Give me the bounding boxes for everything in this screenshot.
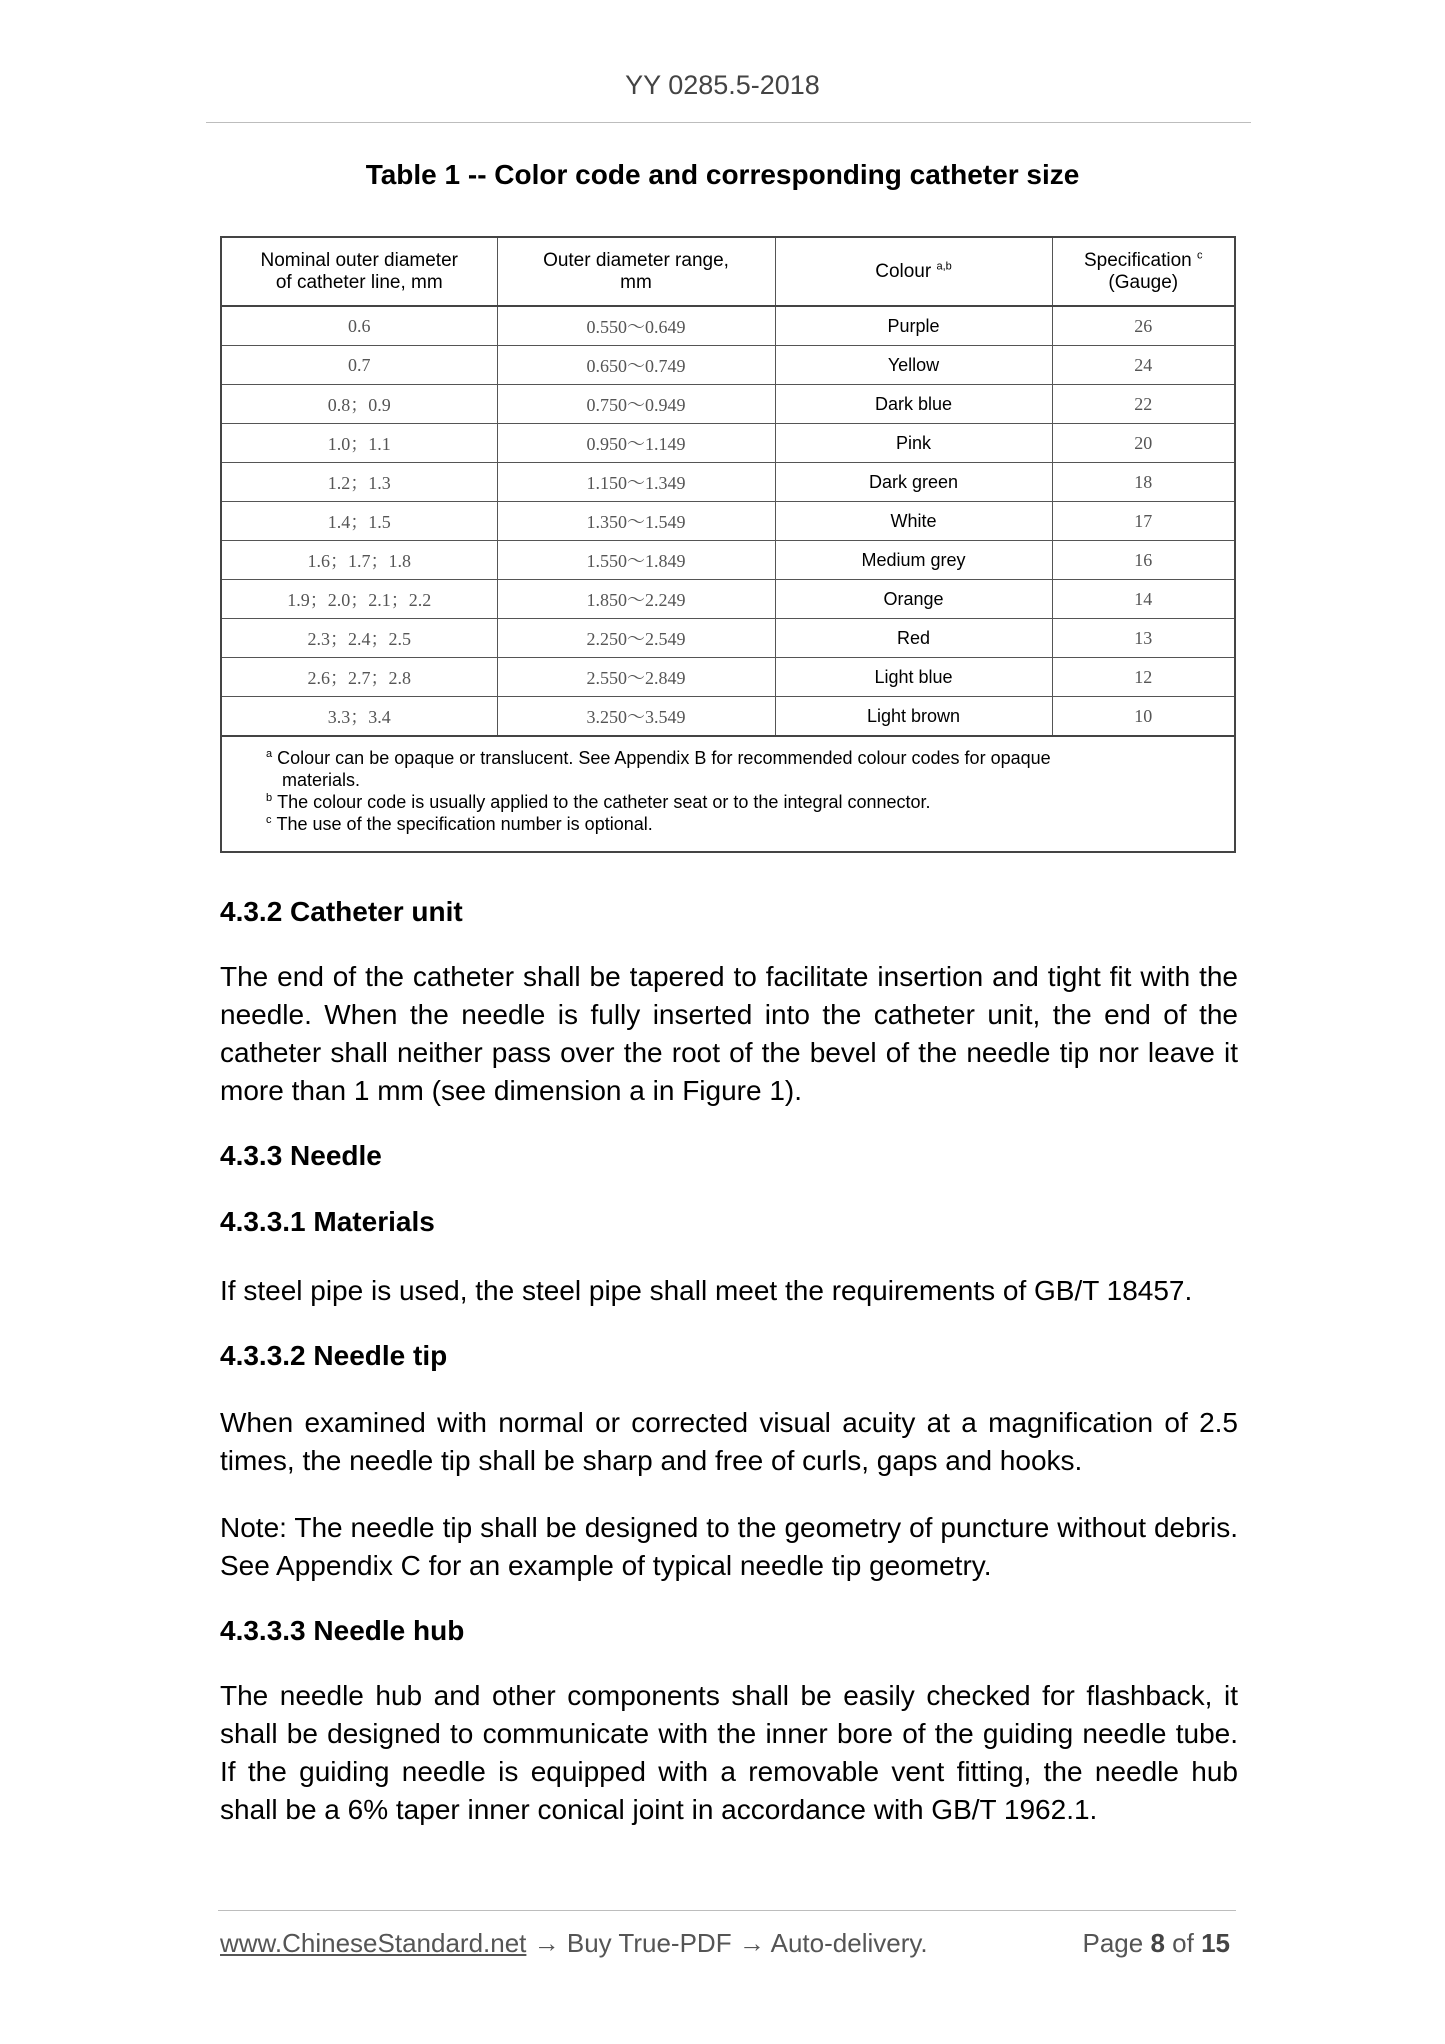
cell-nominal: 2.6；2.7；2.8 <box>221 658 497 697</box>
header-divider <box>206 122 1251 123</box>
table-row <box>221 385 1235 424</box>
cell-range: 0.550～0.649 <box>497 306 775 346</box>
table-row <box>221 580 1235 619</box>
cell-gauge: 12 <box>1052 658 1235 697</box>
current-page-number: 8 <box>1150 1928 1165 1958</box>
auto-delivery-text: Auto-delivery. <box>770 1928 928 1958</box>
page-indicator: Page 8 of 15 <box>1082 1928 1230 1958</box>
cell-colour: Dark green <box>775 463 1052 502</box>
section-heading-4-3-3-3: 4.3.3.3 Needle hub <box>220 1615 465 1646</box>
cell-nominal: 0.8；0.9 <box>221 385 497 424</box>
cell-colour: Pink <box>775 424 1052 463</box>
cell-range: 1.550～1.849 <box>497 541 775 580</box>
table-row <box>221 541 1235 580</box>
footer-divider <box>218 1910 1236 1911</box>
cell-range: 1.850～2.249 <box>497 580 775 619</box>
cell-nominal: 1.4；1.5 <box>221 502 497 541</box>
section-heading-4-3-3-1: 4.3.3.1 Materials <box>220 1206 435 1237</box>
cell-gauge: 18 <box>1052 463 1235 502</box>
cell-nominal: 1.0；1.1 <box>221 424 497 463</box>
section-text-4-3-3-1: If steel pipe is used, the steel pipe shall meet the requirements of GB/T 18457. <box>220 1275 1193 1306</box>
column-header-specification: Specification $^c$ (Gauge) <box>1052 237 1235 306</box>
table-row <box>221 502 1235 541</box>
section-note-4-3-3-2: Note: The needle tip shall be designed to the geometry of puncture without debris. See Appendix C for an example of typical needle tip geometry. <box>220 1512 1238 1581</box>
section-heading-4-3-3: 4.3.3 Needle <box>220 1140 382 1171</box>
cell-colour: Yellow <box>775 346 1052 385</box>
table-row <box>221 424 1235 463</box>
cell-gauge: 26 <box>1052 306 1235 346</box>
note-c: $^c$ The use of the specification number is optional. <box>266 814 653 834</box>
cell-gauge: 20 <box>1052 424 1235 463</box>
cell-range: 3.250～3.549 <box>497 697 775 737</box>
cell-range: 2.550～2.849 <box>497 658 775 697</box>
cell-colour: Dark blue <box>775 385 1052 424</box>
table-notes-row <box>221 736 1235 852</box>
cell-range: 0.950～1.149 <box>497 424 775 463</box>
cell-nominal: 3.3；3.4 <box>221 697 497 737</box>
cell-nominal: 1.6；1.7；1.8 <box>221 541 497 580</box>
total-pages-number: 15 <box>1201 1928 1230 1958</box>
arrow-icon: → <box>738 1928 765 1958</box>
cell-nominal: 0.6 <box>221 306 497 346</box>
section-heading-4-3-2: 4.3.2 Catheter unit <box>220 896 463 927</box>
section-text-4-3-3-3: The needle hub and other components shall be easily checked for flashback, it shall be designed to communicate with the inner bore of the guiding needle tube. If the guiding needle is equipped with a removable vent fitting, the needle hub shall be a 6% taper inner conical joint in accordance with GB/T 1962.1. <box>220 1680 1238 1825</box>
arrow-icon: → <box>533 1928 560 1958</box>
table-row <box>221 619 1235 658</box>
cell-colour: Light blue <box>775 658 1052 697</box>
column-header-colour: Colour $^{a,b}$ <box>775 237 1052 306</box>
cell-nominal: 0.7 <box>221 346 497 385</box>
cell-colour: Purple <box>775 306 1052 346</box>
cell-colour: Orange <box>775 580 1052 619</box>
table-row <box>221 697 1235 737</box>
note-a-continuation: materials. <box>282 770 361 790</box>
cell-gauge: 13 <box>1052 619 1235 658</box>
table-row <box>221 306 1235 346</box>
table-title: Table 1 -- Color code and corresponding catheter size <box>365 159 1080 190</box>
table-header-row <box>221 237 1235 306</box>
section-heading-4-3-3-2: 4.3.3.2 Needle tip <box>220 1340 448 1371</box>
website-link[interactable]: www.ChineseStandard.net <box>220 1928 527 1958</box>
cell-nominal: 1.2；1.3 <box>221 463 497 502</box>
cell-gauge: 14 <box>1052 580 1235 619</box>
note-a: $^a$ Colour can be opaque or translucent. See Appendix B for recommended colour codes for opaque <box>266 748 1051 768</box>
table-row <box>221 658 1235 697</box>
page-footer <box>220 1928 1230 1959</box>
table-row <box>221 463 1235 502</box>
cell-range: 0.750～0.949 <box>497 385 775 424</box>
note-b: $^b$ The colour code is usually applied to the catheter seat or to the integral connector. <box>266 792 931 812</box>
column-header-diameter-range: Outer diameter range, mm <box>497 237 775 306</box>
cell-colour: Red <box>775 619 1052 658</box>
buy-pdf-text: Buy True-PDF <box>566 1928 732 1958</box>
cell-range: 2.250～2.549 <box>497 619 775 658</box>
cell-nominal: 1.9；2.0；2.1；2.2 <box>221 580 497 619</box>
column-header-nominal-diameter: Nominal outer diameter of catheter line, mm <box>221 237 497 306</box>
cell-gauge: 16 <box>1052 541 1235 580</box>
color-code-table <box>220 236 1236 853</box>
cell-colour: White <box>775 502 1052 541</box>
cell-gauge: 24 <box>1052 346 1235 385</box>
section-text-4-3-3-2: When examined with normal or corrected visual acuity at a magnification of 2.5 times, the needle tip shall be sharp and free of curls, gaps and hooks. <box>220 1407 1238 1476</box>
table-row <box>221 346 1235 385</box>
cell-gauge: 17 <box>1052 502 1235 541</box>
cell-gauge: 22 <box>1052 385 1235 424</box>
table-notes <box>221 736 1235 852</box>
cell-range: 0.650～0.749 <box>497 346 775 385</box>
cell-range: 1.150～1.349 <box>497 463 775 502</box>
cell-range: 1.350～1.549 <box>497 502 775 541</box>
cell-colour: Light brown <box>775 697 1052 737</box>
document-id-header: YY 0285.5-2018 <box>625 70 820 100</box>
body-content <box>220 896 1238 1829</box>
cell-colour: Medium grey <box>775 541 1052 580</box>
section-text-4-3-2: The end of the catheter shall be tapered to facilitate insertion and tight fit with the needle. When the needle is fully inserted into the catheter unit, the end of the catheter shall neither pass over the root of the bevel of the needle tip nor leave it more than 1 mm (see dimension a in Figure 1). <box>220 961 1238 1106</box>
cell-gauge: 10 <box>1052 697 1235 737</box>
cell-nominal: 2.3；2.4；2.5 <box>221 619 497 658</box>
